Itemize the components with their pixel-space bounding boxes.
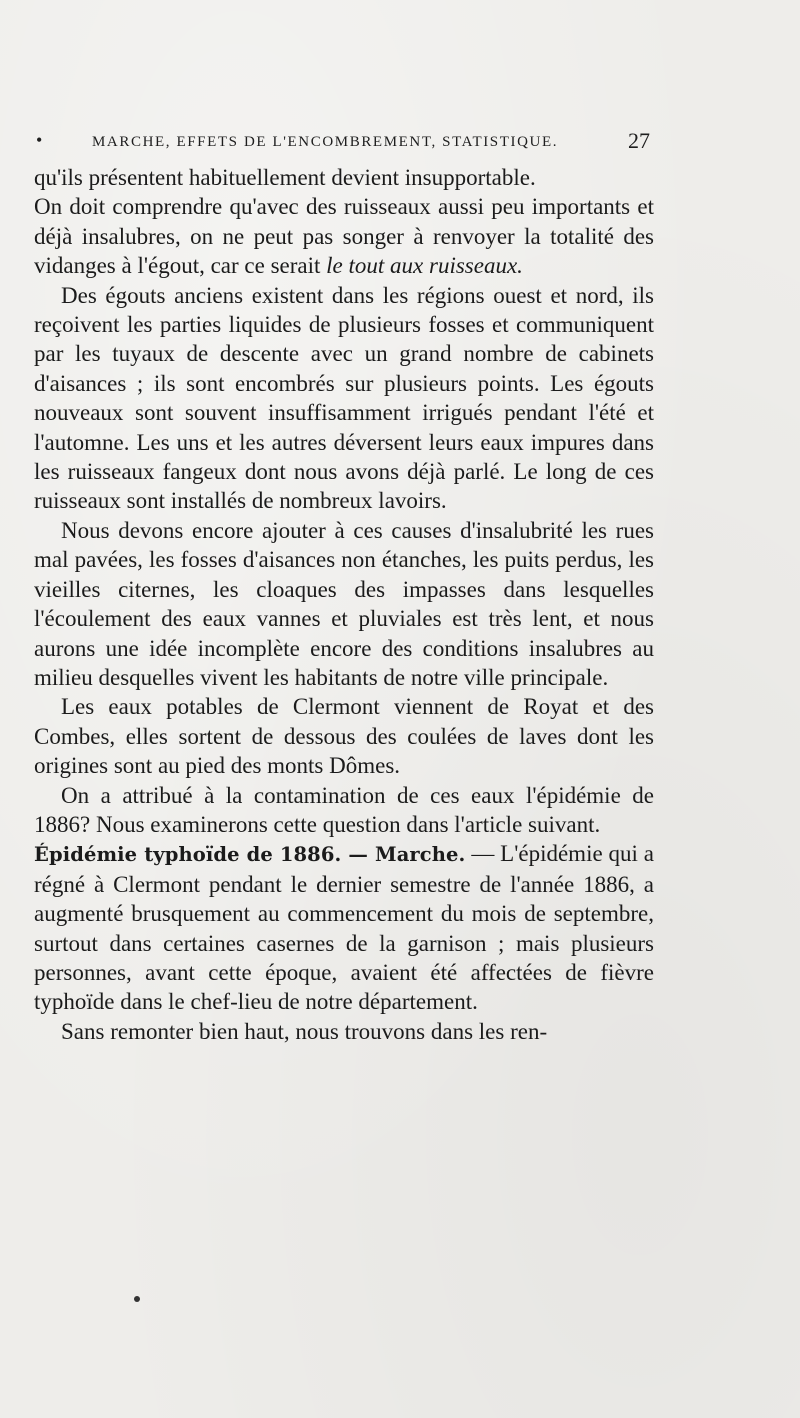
page-number: 27 [628, 128, 650, 153]
paragraph-ruisseaux [34, 192, 654, 280]
section-title: Épidémie typhoïde de 1886. — Marche. [34, 843, 466, 867]
paragraph-epidemie [34, 839, 654, 1016]
ink-speck [134, 1296, 140, 1302]
paragraph-epidemie-text: — L'épidémie qui a régné à Clermont pendant le dernier semestre de l'année 1886, a augmenté brusquement au commencement du mois de septembre, surtout dans certaines casernes de la garnison ; mais plusieurs personnes, avant cette époque, avaient été affectées de fièvre typhoïde dans le chef-lieu de notre département. [34, 841, 654, 1015]
paragraph-egouts: Des égouts anciens existent dans les régions ouest et nord, ils reçoivent les parties liquides de plusieurs fosses et communiquent par les tuyaux de descente avec un grand nombre de cabinets d'aisances ; ils sont encombrés sur plusieurs points. Les égouts nouveaux sont souvent insuffisamment irrigués pendant l'été et l'automne. Les uns et les autres déversent leurs eaux impures dans les ruisseaux fangeux dont nous avons déjà parlé. Le long de ces ruisseaux sont installés de nombreux lavoirs. [34, 282, 654, 514]
paragraph-ruisseaux-text: On doit comprendre qu'avec des ruisseaux aussi peu importants et déjà insalubres, on ne peut pas songer à renvoyer la totalité des vidanges à l'égout, car ce serait [34, 194, 654, 279]
paragraph-contamination: On a attribué à la contamination de ces eaux l'épidémie de 1886? Nous examinerons cette question dans l'article suivant. [34, 782, 654, 837]
running-head [36, 128, 650, 158]
paragraph-eaux-potables: Les eaux potables de Clermont viennent de Royat et des Combes, elles sortent de dessous des coulées de laves dont les origines sont au pied des monts Dômes. [34, 694, 654, 779]
body-text [34, 163, 654, 1046]
paragraph-insalubrite: Nous devons encore ajouter à ces causes d'insalubrité les rues mal pavées, les fosses d'aisances non étanches, les puits perdus, les vieilles citernes, les cloaques des impasses dans lesquelles l'écoulement des eaux vannes et pluviales est très lent, et nous aurons une idée incomplète encore des conditions insalubres au milieu desquelles vivent les habitants de notre ville principale. [34, 517, 654, 690]
running-head-title: MARCHE, EFFETS DE L'ENCOMBREMENT, STATISTIQUE. [92, 134, 559, 150]
paragraph-sans-remonter: Sans remonter bien haut, nous trouvons dans les ren- [61, 1018, 548, 1044]
running-head-bullet: • [36, 130, 43, 150]
paragraph-continuation: qu'ils présentent habituellement devient insupportable. [34, 165, 536, 190]
italic-phrase: le tout aux ruisseaux. [326, 253, 523, 279]
